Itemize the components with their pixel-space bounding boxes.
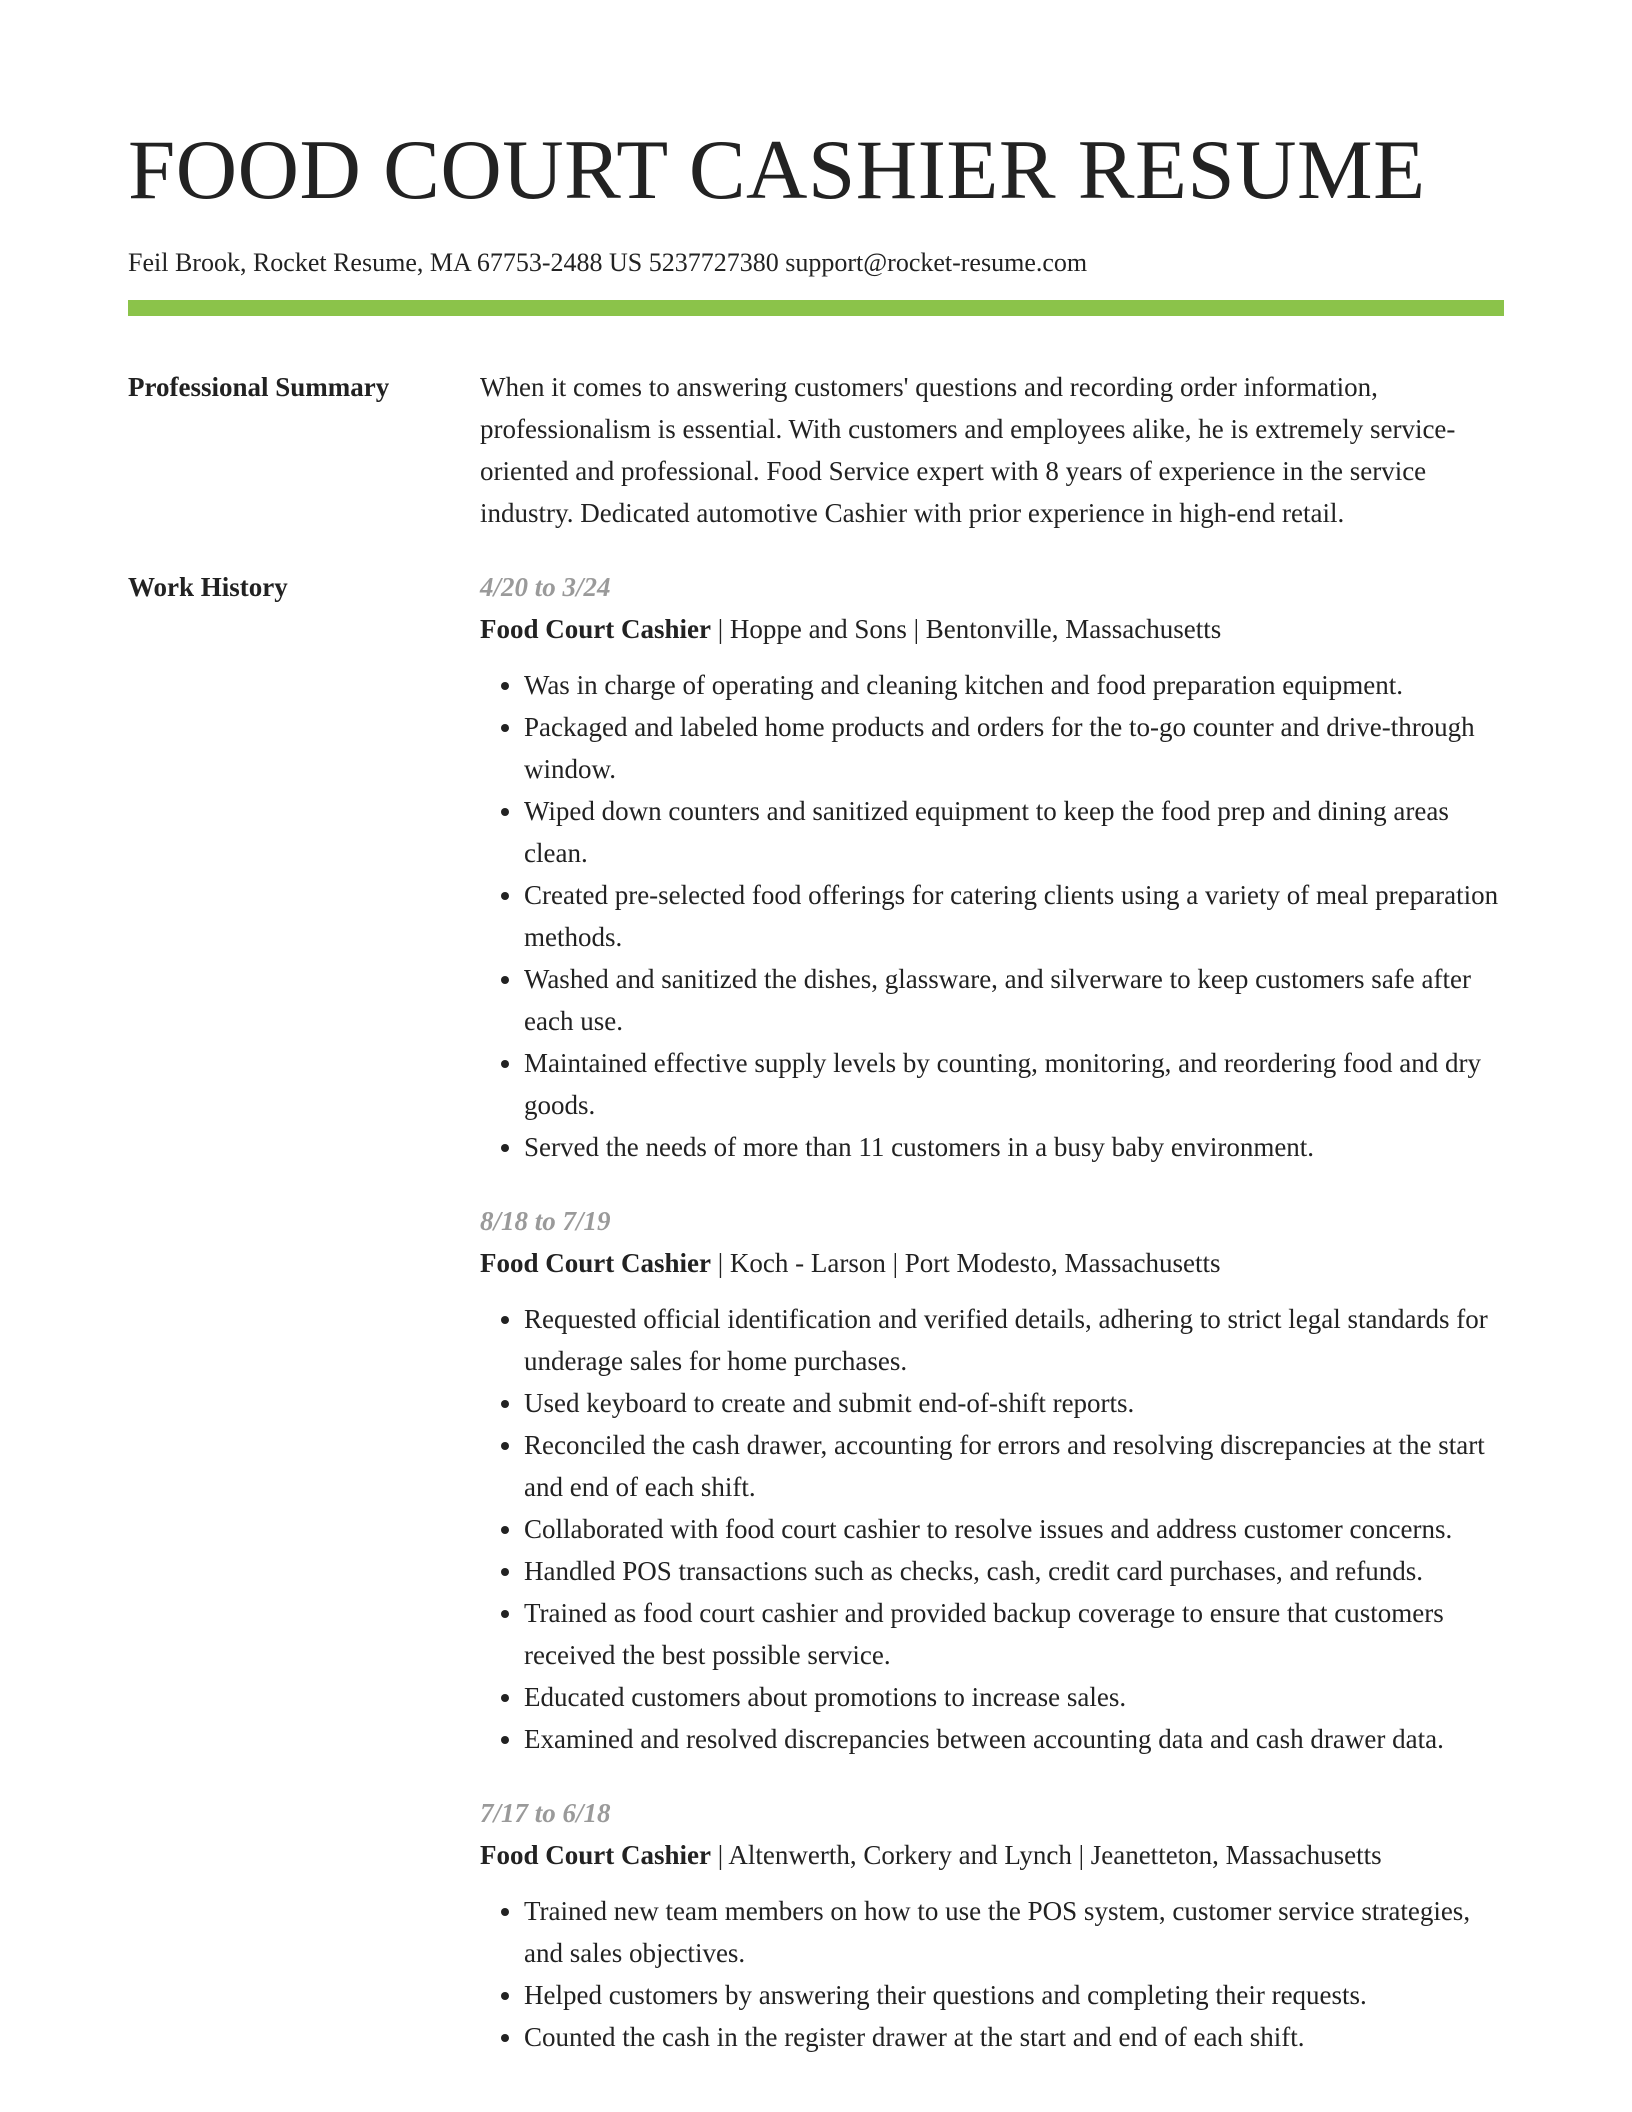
job-dates: 8/18 to 7/19: [480, 1206, 611, 1236]
work-history-section: [128, 566, 1504, 2090]
job-details: | Hoppe and Sons | Bentonville, Massachusetts: [711, 614, 1222, 644]
job-bullet: • Educated customers about promotions to increase sales.: [524, 1676, 1504, 1718]
job-bullet: • Used keyboard to create and submit end-of-shift reports.: [524, 1382, 1504, 1424]
resume-page: [128, 0, 1504, 2090]
job-dates: 4/20 to 3/24: [480, 572, 611, 602]
job-details: | Koch - Larson | Port Modesto, Massachusetts: [711, 1248, 1221, 1278]
job-bullet: • Trained new team members on how to use the POS system, customer service strategies, and sales objectives.: [524, 1890, 1504, 1974]
job-bullet: • Examined and resolved discrepancies between accounting data and cash drawer data.: [524, 1718, 1504, 1760]
job-bullet: • Collaborated with food court cashier to resolve issues and address customer concerns.: [524, 1508, 1504, 1550]
job-bullet: • Handled POS transactions such as checks, cash, credit card purchases, and refunds.: [524, 1550, 1504, 1592]
summary-label: Professional Summary: [128, 372, 390, 402]
job-header: [480, 1834, 1504, 1876]
header-divider: [128, 300, 1504, 316]
job-bullets: [480, 1890, 1504, 2058]
job-entry: [480, 566, 1504, 1168]
job-title: Food Court Cashier: [480, 614, 711, 644]
job-bullet: • Served the needs of more than 11 customers in a busy baby environment.: [524, 1126, 1504, 1168]
job-bullet: • Was in charge of operating and cleaning kitchen and food preparation equipment.: [524, 664, 1504, 706]
summary-body: [480, 366, 1504, 534]
job-bullets: [480, 1298, 1504, 1760]
work-history-body: [480, 566, 1504, 2090]
resume-title: FOOD COURT CASHIER RESUME: [128, 123, 1426, 217]
job-bullet: • Helped customers by answering their questions and completing their requests.: [524, 1974, 1504, 2016]
job-bullet: • Created pre-selected food offerings for catering clients using a variety of meal preparation methods.: [524, 874, 1504, 958]
job-dates: 7/17 to 6/18: [480, 1798, 611, 1828]
summary-section: [128, 366, 1504, 534]
job-bullet: • Counted the cash in the register drawer at the start and end of each shift.: [524, 2016, 1504, 2058]
summary-text: When it comes to answering customers' questions and recording order information, professionalism is essential. With customers and employees alike, he is extremely service-oriented and professional. Food Service expert with 8 years of experience in the service industry. Dedicated automotive Cashier with prior experience in high-end retail.: [480, 372, 1456, 528]
job-header: [480, 608, 1504, 650]
job-title: Food Court Cashier: [480, 1840, 711, 1870]
job-details: | Altenwerth, Corkery and Lynch | Jeanetteton, Massachusetts: [711, 1840, 1382, 1870]
job-bullets: [480, 664, 1504, 1168]
job-entry: [480, 1200, 1504, 1760]
job-bullet: • Maintained effective supply levels by counting, monitoring, and reordering food and dry goods.: [524, 1042, 1504, 1126]
job-bullet: • Wiped down counters and sanitized equipment to keep the food prep and dining areas clean.: [524, 790, 1504, 874]
work-history-label: Work History: [128, 572, 288, 602]
job-bullet: • Packaged and labeled home products and orders for the to-go counter and drive-through window.: [524, 706, 1504, 790]
job-bullet: • Trained as food court cashier and provided backup coverage to ensure that customers received the best possible service.: [524, 1592, 1504, 1676]
job-bullet: • Requested official identification and verified details, adhering to strict legal standards for underage sales for home purchases.: [524, 1298, 1504, 1382]
contact-line: Feil Brook, Rocket Resume, MA 67753-2488 US 5237727380 support@rocket-resume.com: [128, 248, 1088, 277]
job-entry: [480, 1792, 1504, 2058]
job-title: Food Court Cashier: [480, 1248, 711, 1278]
job-header: [480, 1242, 1504, 1284]
job-bullet: • Reconciled the cash drawer, accounting for errors and resolving discrepancies at the start and end of each shift.: [524, 1424, 1504, 1508]
job-bullet: • Washed and sanitized the dishes, glassware, and silverware to keep customers safe after each use.: [524, 958, 1504, 1042]
